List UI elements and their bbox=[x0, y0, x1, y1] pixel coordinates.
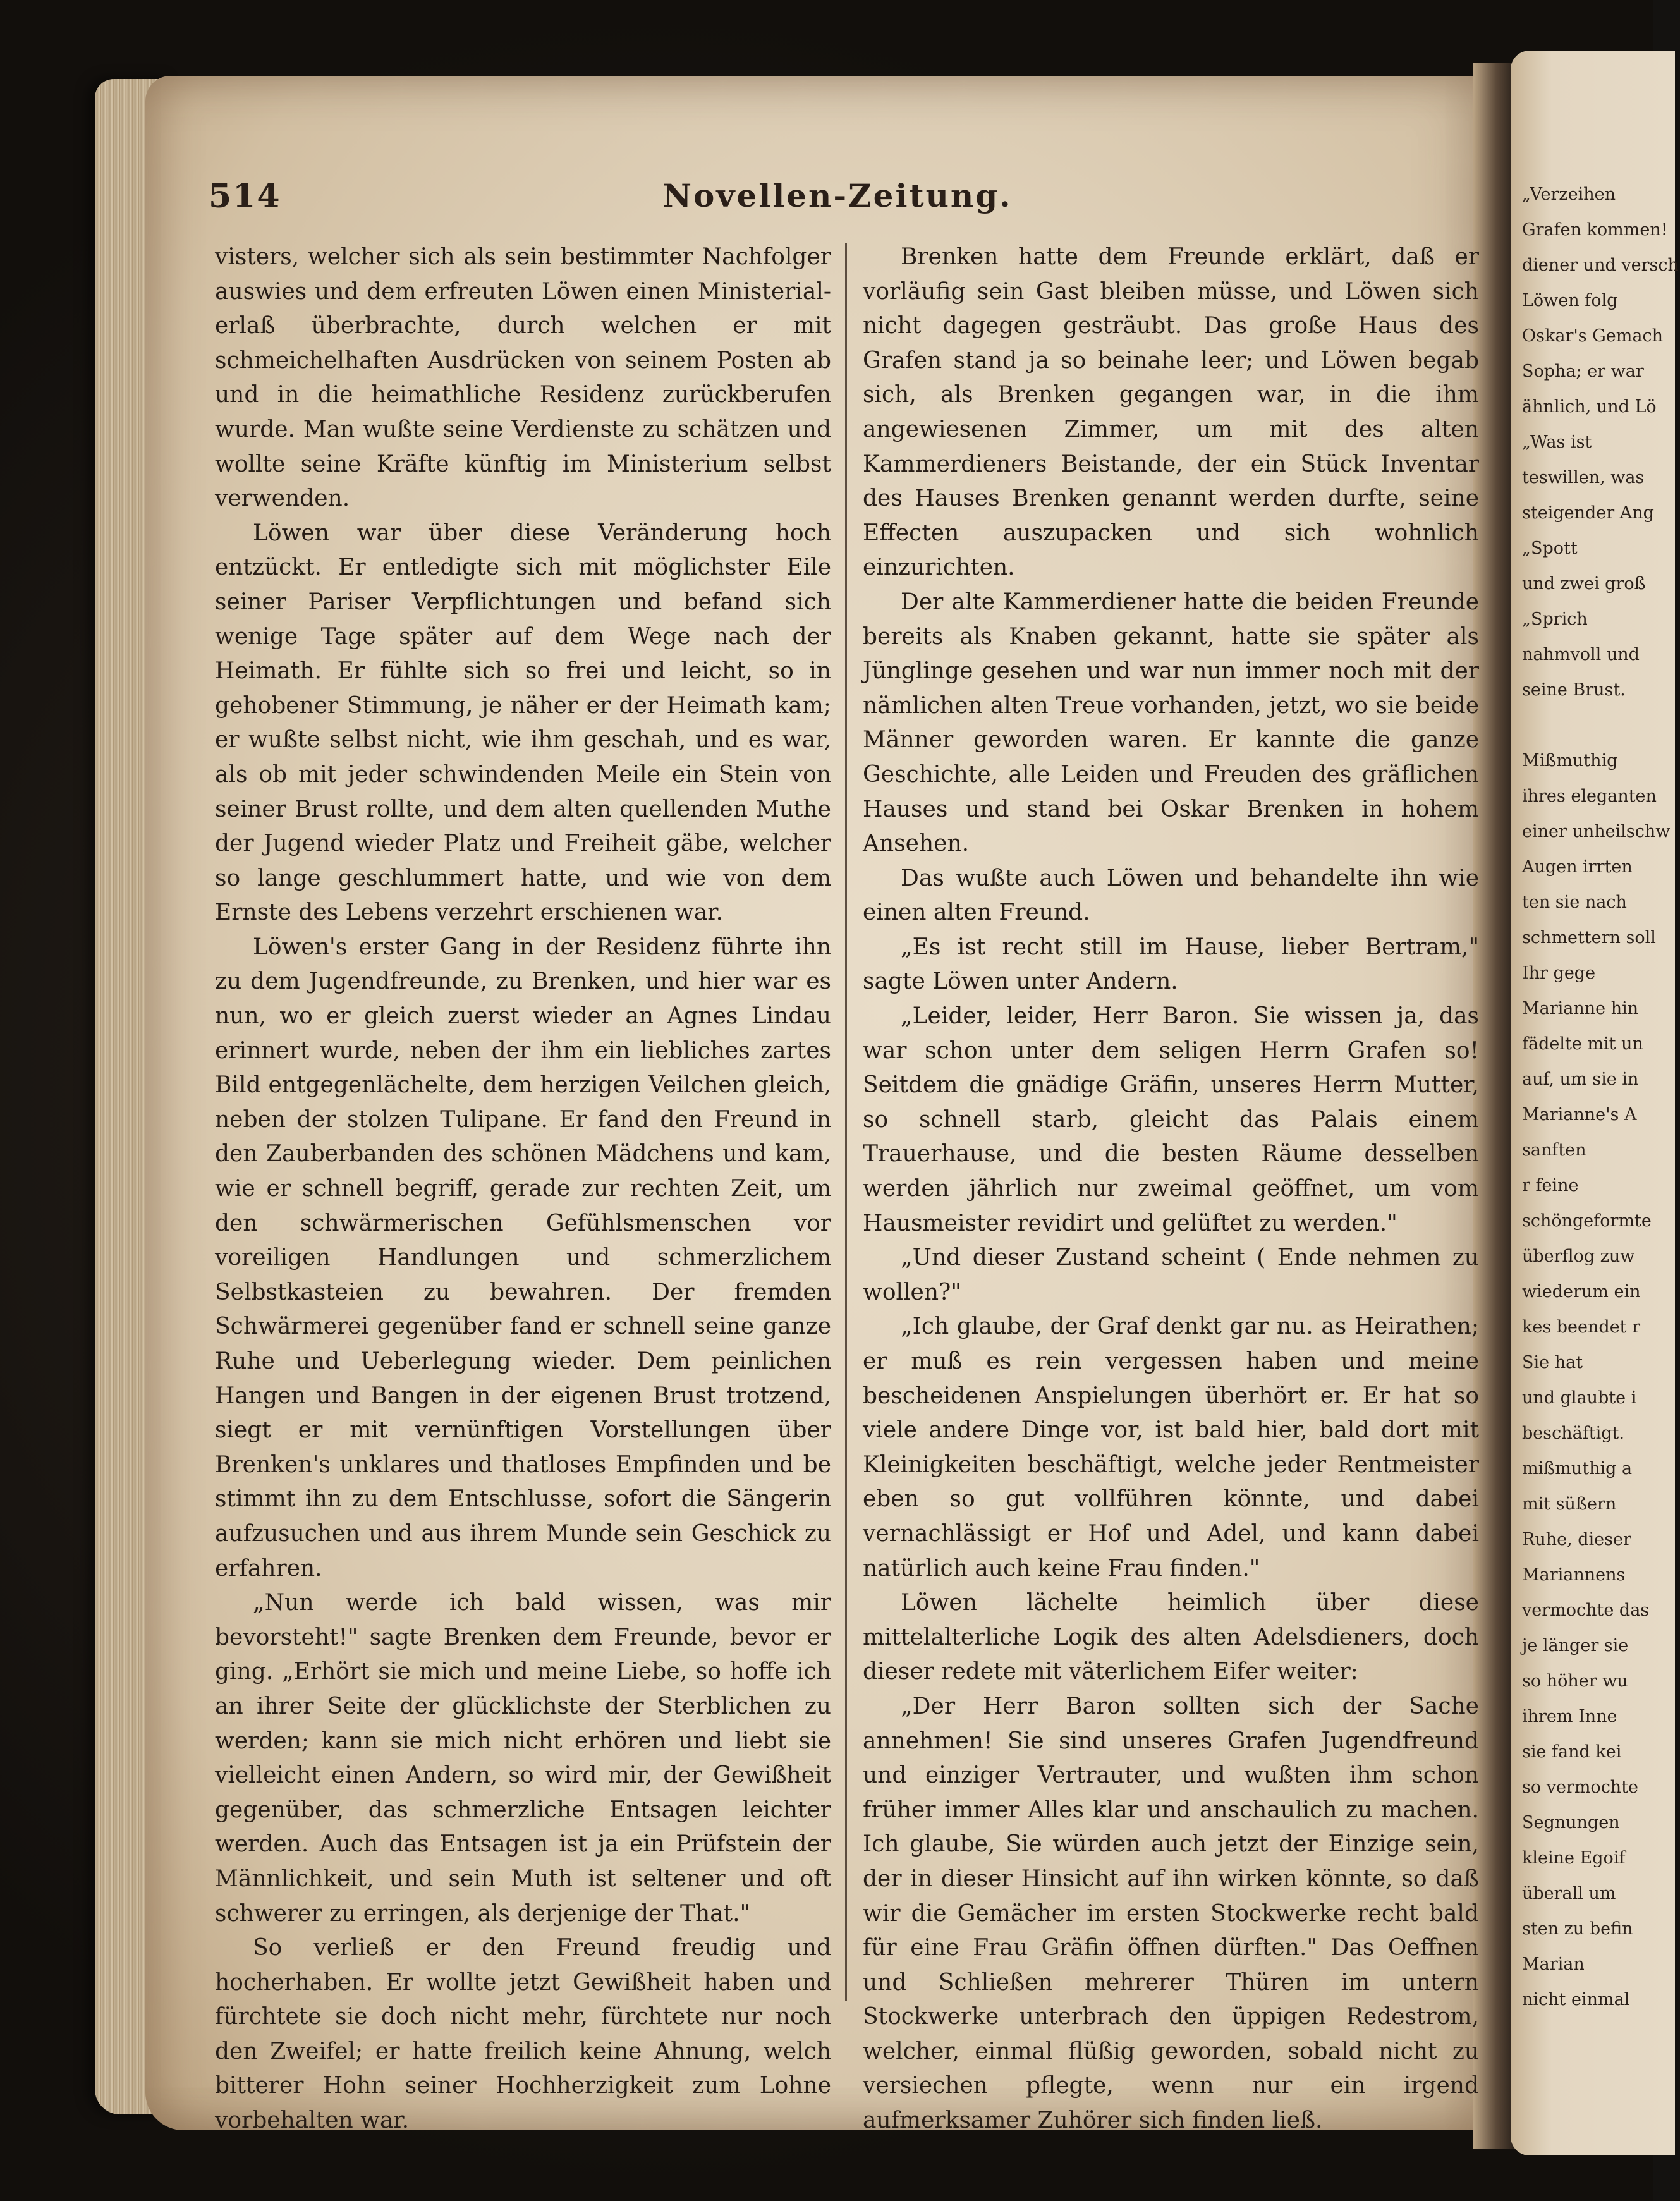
paragraph: Das wußte auch Löwen und behandelte ihn wie einen alten Freund. bbox=[863, 865, 1479, 926]
facing-page-line: mißmuthig a bbox=[1522, 1459, 1633, 1479]
journal-title: Novellen-Zeitung. bbox=[662, 177, 1013, 214]
paragraph: Löwen war über diese Veränderung hoch entzückt. Er entledigte sich mit möglichster Eile seiner Pariser Verpflichtungen und befand sich wenige Tage später auf dem Wege nach der Heimath. Er fühlte sich so frei und leicht, so in gehobener Stimmung, je näher er der Heimath kam; er wußte selbst nicht, wie ihm geschah, und es war, als ob mit jeder schwindenden Meile ein Stein von seiner Brust rollte, und dem alten quellenden Muthe der Jugend wieder Platz und Freiheit gäbe, welcher so lange geschlummert hatte, und wie von dem Ernste des Lebens verzehrt erschienen war. bbox=[215, 520, 831, 926]
paragraph: visters, welcher sich als sein bestimmter Nachfolger auswies und dem erfreuten Löwen einen Ministerial-erlaß überbrachte, durch welchen er mit schmeichelhaften Ausdrücken von seinem Posten ab und in die heimathliche Residenz zurückberufen wurde. Man wußte seine Verdienste zu schätzen und wollte seine Kräfte künftig im Ministerium selbst verwenden. bbox=[215, 244, 831, 512]
facing-page-line: ten sie nach bbox=[1522, 893, 1627, 912]
facing-page-line: sten zu befin bbox=[1522, 1919, 1633, 1939]
facing-page-line: Augen irrten bbox=[1522, 857, 1633, 877]
facing-page-line: Marianne hin bbox=[1522, 999, 1639, 1018]
column-rule bbox=[845, 243, 847, 2001]
facing-page-line: Mariannens bbox=[1522, 1565, 1626, 1585]
facing-page-line: Oskar's Gemach bbox=[1522, 326, 1663, 346]
facing-page-line: und glaubte i bbox=[1522, 1388, 1637, 1408]
facing-page-line: überall um bbox=[1522, 1884, 1616, 1903]
paragraph: Brenken hatte dem Freunde erklärt, daß er vorläufig sein Gast bleiben müsse, und Löwen sich nicht dagegen gesträubt. Das große Haus des Grafen stand ja so beinahe leer; und Löwen begab sich, als Brenken gegangen war, in die ihm angewiesenen Zimmer, um mit des alten Kammerdieners Beistande, der ein Stück Inventar des Hauses Brenken genannt werden durfte, seine Effecten auszupacken und sich wohnlich einzurichten. bbox=[863, 244, 1479, 581]
facing-page-line: steigender Ang bbox=[1522, 503, 1654, 523]
facing-page-line: Segnungen bbox=[1522, 1813, 1620, 1832]
paragraph: „Nun werde ich bald wissen, was mir bevorsteht!" sagte Brenken dem Freunde, bevor er ging. „Erhört sie mich und meine Liebe, so hoffe ich an ihrer Seite der glücklichste der Sterblichen zu werden; kann sie mich nicht erhören und liebt sie vielleicht einen Andern, so wird mir, der Gewißheit gegenüber, das schmerzliche Entsagen leichter werden. Auch das Entsagen ist ja ein Prüfstein der Männlichkeit, und sein Muth ist seltener und oft schwerer zu erringen, als derjenige der That." bbox=[215, 1590, 831, 1927]
facing-page-line: ähnlich, und Lö bbox=[1522, 397, 1657, 417]
facing-page-line: nahmvoll und bbox=[1522, 645, 1640, 664]
page-number: 514 bbox=[209, 177, 281, 216]
facing-page-line: ihrem Inne bbox=[1522, 1707, 1617, 1726]
facing-page-line: mit süßern bbox=[1522, 1494, 1617, 1514]
facing-page-line: und zwei groß bbox=[1522, 574, 1646, 594]
facing-page-line: beschäftigt. bbox=[1522, 1424, 1624, 1443]
facing-page-line: Marian bbox=[1522, 1954, 1585, 1974]
paragraph: „Der Herr Baron sollten sich der Sache annehmen! Sie sind unseres Grafen Jugendfreund und einziger Vertrauter, und wußten ihm schon früher immer Alles klar und anschaulich zu machen. Ich glaube, Sie würden auch jetzt der Einzige sein, der in dieser Hinsicht auf ihn wirken könnte, so daß wir die Gemächer im ersten Stockwerke recht bald für eine Frau Gräfin öffnen dürften." Das Oeffnen und Schließen mehrerer Thüren im untern Stockwerke unterbrach den üppigen Redestrom, welcher, einmal flüßig geworden, sobald nicht zu versiechen pflegte, wenn nur ein irgend aufmerksamer Zuhörer sich finden ließ. bbox=[863, 1693, 1479, 2134]
facing-page-line: kes beendet r bbox=[1522, 1317, 1641, 1337]
facing-page-line: sie fand kei bbox=[1522, 1742, 1622, 1762]
facing-page-line: nicht einmal bbox=[1522, 1990, 1630, 2009]
facing-page-line: Mißmuthig bbox=[1522, 751, 1618, 771]
paragraph: Der alte Kammerdiener hatte die beiden Freunde bereits als Knaben gekannt, hatte sie später als Jünglinge gesehen und war nun immer noch mit der nämlichen alten Treue vorhanden, jetzt, wo sie beide Männer geworden waren. Er kannte die ganze Geschichte, alle Leiden und Freuden des gräflichen Hauses und stand bei Oskar Brenken in hohem Ansehen. bbox=[863, 588, 1479, 857]
paragraph: „Und dieser Zustand scheint ( Ende nehmen zu wollen?" bbox=[863, 1245, 1479, 1305]
facing-page-line: so vermochte bbox=[1522, 1777, 1639, 1797]
facing-page-line: Sopha; er war bbox=[1522, 362, 1644, 381]
right-text-column bbox=[863, 240, 1479, 2138]
facing-page-text bbox=[1522, 177, 1680, 2018]
facing-page-line: r feine bbox=[1522, 1176, 1579, 1195]
facing-page-line bbox=[1522, 708, 1680, 743]
facing-page-line: Löwen folg bbox=[1522, 291, 1618, 310]
facing-page-line: schmettern soll bbox=[1522, 928, 1656, 948]
facing-page-line: diener und versch bbox=[1522, 255, 1679, 275]
facing-page-line: Grafen kommen! bbox=[1522, 220, 1668, 240]
facing-page-line: einer unheilschw bbox=[1522, 822, 1671, 841]
facing-page-line: überflog zuw bbox=[1522, 1247, 1635, 1266]
facing-page-line: „Verzeihen bbox=[1522, 185, 1616, 204]
facing-page-line: kleine Egoif bbox=[1522, 1848, 1626, 1868]
facing-page-line: „Spott bbox=[1522, 539, 1578, 558]
facing-page-line: schöngeformte bbox=[1522, 1211, 1652, 1231]
facing-page-line: ihres eleganten bbox=[1522, 786, 1657, 806]
paragraph: So verließ er den Freund freudig und hocherhaben. Er wollte jetzt Gewißheit haben und fürchtete sie doch nicht mehr, fürchtete nur noch den Zweifel; er hatte freilich keine Ahnung, welch bitterer Hohn seiner Hochherzigkeit zum Lohne vorbehalten war. bbox=[215, 1935, 831, 2134]
facing-page-line: vermochte das bbox=[1522, 1600, 1650, 1620]
facing-page-line: Ihr gege bbox=[1522, 963, 1596, 983]
facing-page-line: „Sprich bbox=[1522, 609, 1588, 629]
facing-page-line: Sie hat bbox=[1522, 1353, 1583, 1372]
left-text-column bbox=[215, 240, 831, 2138]
facing-page-line: je länger sie bbox=[1522, 1636, 1629, 1655]
facing-page-line: Ruhe, dieser bbox=[1522, 1530, 1631, 1549]
facing-page-line: auf, um sie in bbox=[1522, 1070, 1639, 1089]
paragraph: „Leider, leider, Herr Baron. Sie wissen ja, das war schon unter dem seligen Herrn Grafen so! Seitdem die gnädige Gräfin, unseres Herrn Mutter, so schnell starb, gleicht das Palais einem Trauerhause, und die besten Räume desselben werden jährlich nur zweimal geöffnet, um vom Hausmeister revidirt und gelüftet zu werden." bbox=[863, 1003, 1479, 1236]
paragraph: Löwen's erster Gang in der Residenz führte ihn zu dem Jugendfreunde, zu Brenken, und hier war es nun, wo er gleich zuerst wieder an Agnes Lindau erinnert wurde, neben der ihm ein liebliches zartes Bild entgegenlächelte, dem herzigen Veilchen gleich, neben der stolzen Tulipane. Er fand den Freund in den Zauberbanden des schönen Mädchens und kam, wie er schnell begriff, gerade zur rechten Zeit, um den schwärmerischen Gefühlsmenschen vor voreiligen Handlungen und schmerzlichem Selbstkasteien zu bewahren. Der fremden Schwärmerei gegenüber fand er schnell seine ganze Ruhe und Ueberlegung wieder. Dem peinlichen Hangen und Bangen in der eigenen Brust trotzend, siegt er mit vernünftigen Vorstellungen über Brenken's unklares und thatloses Empfinden und be stimmt ihn zu dem Entschlusse, sofort die Sängerin aufzusuchen und aus ihrem Munde sein Geschick zu erfahren. bbox=[215, 934, 831, 1582]
facing-page-line: fädelte mit un bbox=[1522, 1034, 1643, 1054]
facing-page-line: so höher wu bbox=[1522, 1671, 1628, 1691]
facing-page-line: wiederum ein bbox=[1522, 1282, 1641, 1302]
facing-page-line: teswillen, was bbox=[1522, 468, 1645, 487]
facing-page bbox=[1511, 51, 1679, 2155]
facing-page-line: „Was ist bbox=[1522, 432, 1592, 452]
facing-page-line: seine Brust. bbox=[1522, 680, 1626, 700]
paragraph: „Ich glaube, der Graf denkt gar nu. as Heirathen; er muß es rein vergessen haben und meine bescheidenen Anspielungen überhört er. Er hat so viele andere Dinge vor, ist bald hier, bald dort mit Kleinigkeiten beschäftigt, welche jeder Rentmeister eben so gut vollführen könnte, und dabei vernachlässigt er Hof und Adel, und kann dabei natürlich auch keine Frau finden." bbox=[863, 1314, 1479, 1582]
paragraph: Löwen lächelte heimlich über diese mittelalterliche Logik des alten Adelsdieners, doch dieser redete mit väterlichem Eifer weiter: bbox=[863, 1590, 1479, 1685]
facing-page-line: sanften bbox=[1522, 1140, 1586, 1160]
facing-page-line: Marianne's A bbox=[1522, 1105, 1637, 1125]
running-head bbox=[209, 177, 1466, 228]
paragraph: „Es ist recht still im Hause, lieber Bertram," sagte Löwen unter Andern. bbox=[863, 934, 1479, 995]
